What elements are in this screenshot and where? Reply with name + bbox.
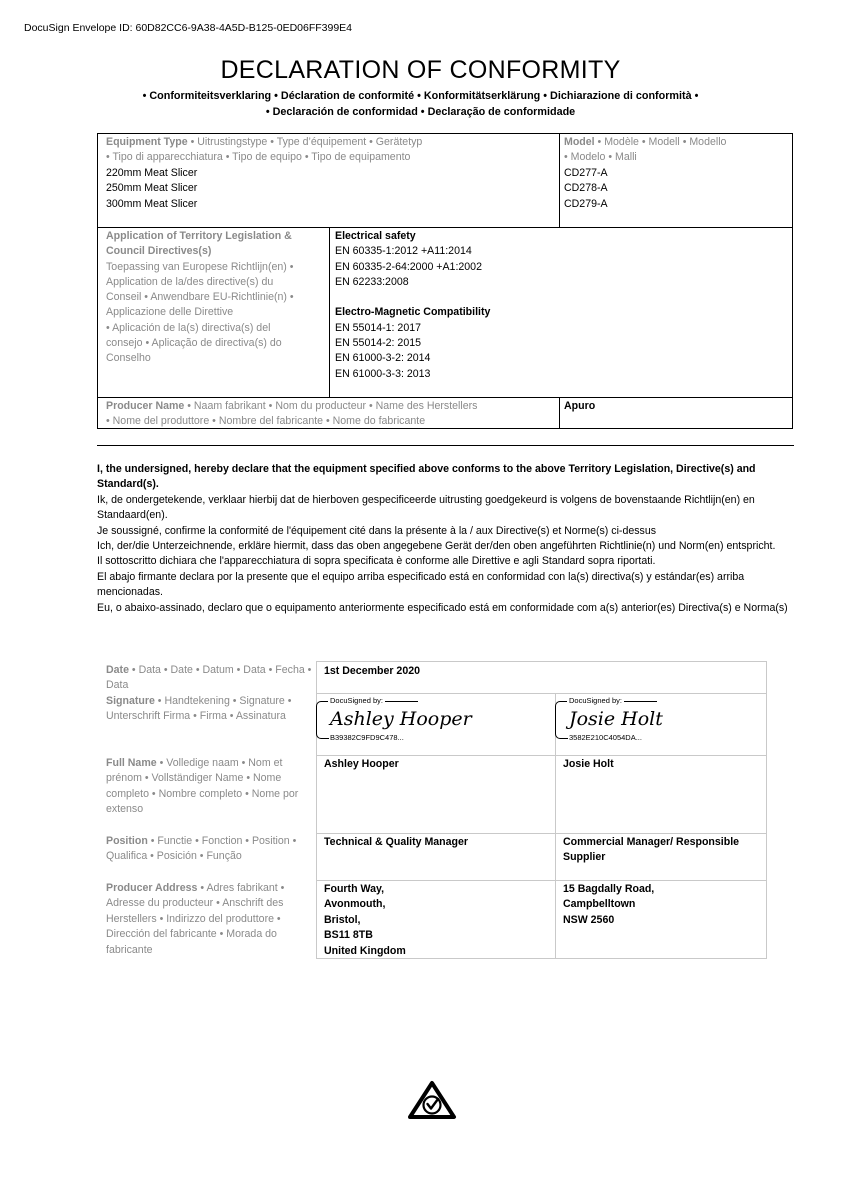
docusign-envelope-id: DocuSign Envelope ID: 60D82CC6-9A38-4A5D-B125-0ED06FF399E4 xyxy=(24,22,353,34)
electrical-safety-heading: Electrical safety xyxy=(335,230,416,242)
declaration-text xyxy=(97,462,797,616)
equipment-item: 250mm Meat Slicer xyxy=(106,182,198,195)
legislation-label: Application of Territory Legislation & Council Directives(s) Toepassing van Europese Richtlijn(en) • Application de la/des directive(s) du Conseil • Anwendbare EU-Richtlinie(n) • Applicazione delle Direttive • Aplicación de la(s) directiva(s) del consejo • Aplicação de directiva(s) do Conselho xyxy=(106,230,294,365)
full-name-2: Josie Holt xyxy=(563,758,614,770)
signature-block-1 xyxy=(314,696,494,746)
model-item: CD278-A xyxy=(564,182,608,195)
signature-2: Josie Holt xyxy=(569,708,663,730)
declaration-dutch: Ik, de ondergetekende, verklaar hierbij dat de hierboven gespecificeerde uitrusting goedgekeurd is volgens de bovenstaande Richtlijn(en) en Standaard(en). xyxy=(97,493,755,522)
declaration-french: Je soussigné, confirme la conformité de l'équipement cité dans la présente à la / aux Directive(s) et Norme(s) ci-dessus xyxy=(97,524,657,537)
standard-item: EN 55014-2: 2015 xyxy=(335,337,421,350)
declaration-portuguese: Eu, o abaixo-assinado, declaro que o equipamento anteriormente especificado está em conformidade com a(s) anterior(es) Directiva(s) e Norma(s) xyxy=(97,601,788,614)
date-value: 1st December 2020 xyxy=(324,665,420,677)
docusigned-caption: DocuSigned by: xyxy=(569,696,622,705)
full-name-1: Ashley Hooper xyxy=(324,758,399,770)
standard-item: EN 55014-1: 2017 xyxy=(335,321,421,334)
declaration-english: I, the undersigned, hereby declare that the equipment specified above conforms to the above Territory Legislation, Directive(s) and Standard(s). xyxy=(97,463,756,491)
model-item: CD277-A xyxy=(564,167,608,179)
standard-item: EN 60335-2-64:2000 +A1:2002 xyxy=(335,260,482,273)
declaration-italian: Il sottoscritto dichiara che l'apparecchiatura di sopra specificata è conforme alle Direttive e agli Standard sopra riportati. xyxy=(97,555,656,568)
equipment-table xyxy=(97,133,793,429)
position-label: Position • Functie • Fonction • Position • Qualifica • Posición • Função xyxy=(106,835,297,863)
full-name-label: Full Name • Volledige naam • Nom et prénom • Vollständiger Name • Nome completo • Nombre completo • Nome por extenso xyxy=(106,757,299,816)
equipment-item: 220mm Meat Slicer xyxy=(106,167,198,179)
signature-1: Ashley Hooper xyxy=(330,708,472,730)
page-title: DECLARATION OF CONFORMITY xyxy=(220,56,621,84)
emc-heading: Electro-Magnetic Compatibility xyxy=(335,306,491,319)
section-divider xyxy=(97,445,794,446)
signature-2-hash: 3582E210C4054DA... xyxy=(569,733,642,742)
producer-name-value: Apuro xyxy=(564,400,596,412)
signature-block-2 xyxy=(553,696,733,746)
docusigned-caption: DocuSigned by: xyxy=(330,696,383,705)
producer-address-label: Producer Address • Adres fabrikant • Adresse du producteur • Anschrift des Herstellers • Indirizzo del produttore • Dirección del fabricante • Morada do fabricante xyxy=(106,882,285,956)
declaration-german: Ich, der/die Unterzeichnende, erkläre hiermit, dass das oben angegebene Gerät der/den oben angeführten Richtlinie(n) und Norm(en) entspricht. xyxy=(97,540,776,553)
signature-1-hash: B39382C9FD9C478... xyxy=(330,733,404,742)
position-2: Commercial Manager/ Responsible Supplier xyxy=(563,836,740,864)
subtitle-line-1: • Conformiteitsverklaring • Déclaration de conformité • Konformitätserklärung • Dichiarazione di conformità • xyxy=(142,90,699,102)
equipment-item: 300mm Meat Slicer xyxy=(106,197,198,210)
standard-item: EN 61000-3-3: 2013 xyxy=(335,367,431,380)
subtitle-line-2: • Declaración de conformidad • Declaração de conformidade xyxy=(265,106,576,118)
signature-label: Signature • Handtekening • Signature • Unterschrift Firma • Firma • Assinatura xyxy=(106,695,292,723)
address-2: 15 Bagdally Road, Campbelltown NSW 2560 xyxy=(563,883,655,926)
standard-item: EN 61000-3-2: 2014 xyxy=(335,352,431,365)
rcm-compliance-mark-icon xyxy=(407,1080,457,1120)
standard-item: EN 60335-1:2012 +A11:2014 xyxy=(335,245,472,258)
position-1: Technical & Quality Manager xyxy=(324,836,469,848)
page-subtitle xyxy=(120,88,721,120)
equipment-list xyxy=(106,166,197,212)
model-list xyxy=(564,166,608,212)
standard-item: EN 62233:2008 xyxy=(335,275,409,288)
equipment-type-label: Equipment Type • Uitrustingstype • Type d’équipement • Gerätetyp • Tipo di apparecchiatura • Tipo de equipo • Tipo de equipamento xyxy=(106,136,423,164)
address-1: Fourth Way, Avonmouth, Bristol, BS11 8TB United Kingdom xyxy=(324,883,406,957)
producer-name-label: Producer Name • Naam fabrikant • Nom du producteur • Name des Herstellers • Nome del produttore • Nombre del fabricante • Nome do fabricante xyxy=(106,400,478,428)
model-label: Model • Modèle • Modell • Modello • Modelo • Malli xyxy=(564,136,727,164)
declaration-spanish: El abajo firmante declara por la presente que el equipo arriba especificado está en conformidad con la(s) directiva(s) y estándar(es) arriba mencionadas. xyxy=(97,570,745,599)
standards-list xyxy=(335,229,490,382)
model-item: CD279-A xyxy=(564,197,608,210)
date-label: Date • Data • Date • Datum • Data • Fecha • Data xyxy=(106,664,312,692)
